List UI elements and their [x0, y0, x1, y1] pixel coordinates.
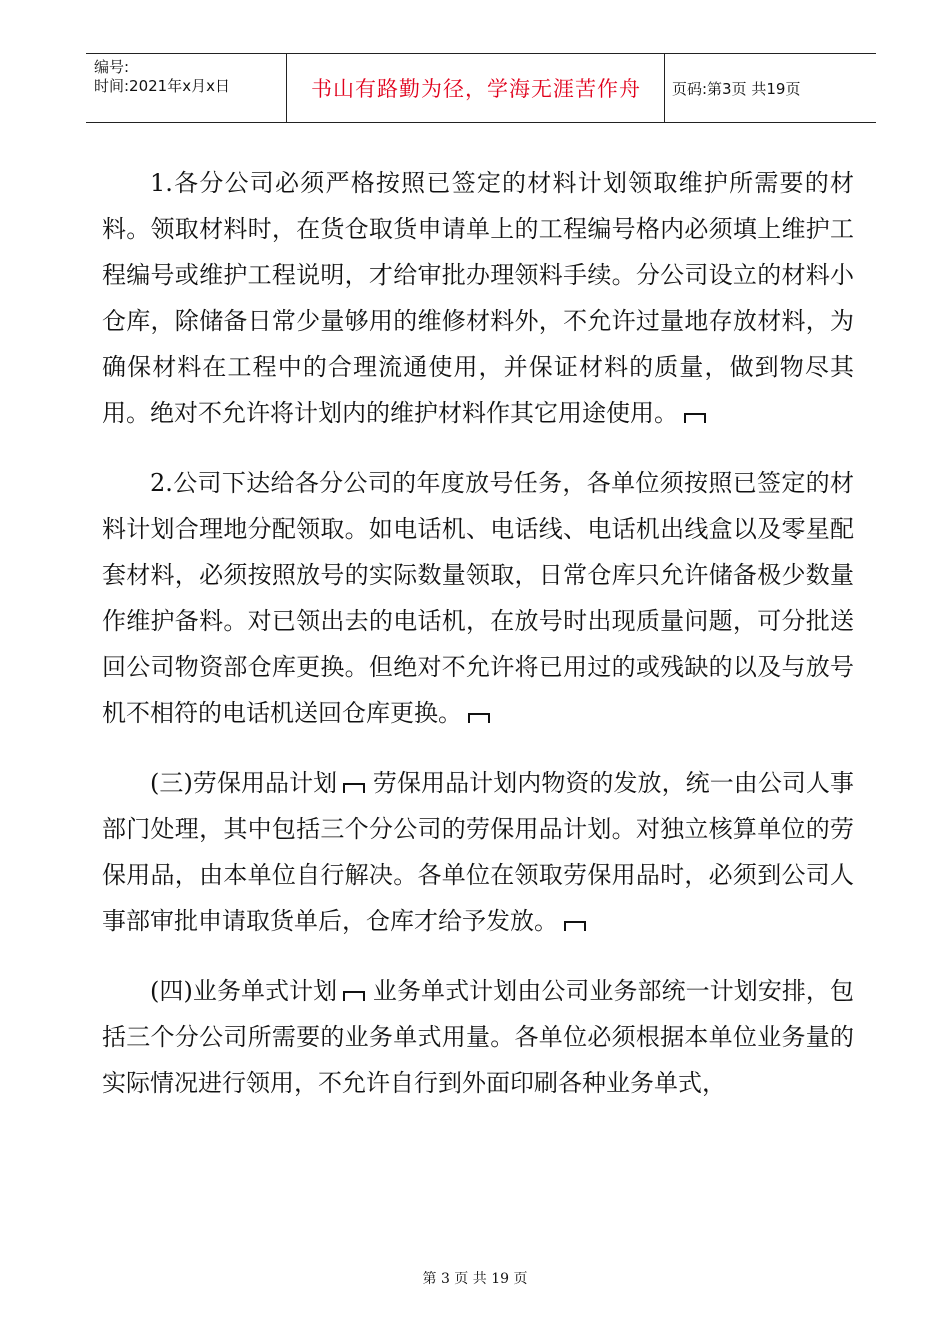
section-3-heading: (三)劳保用品计划	[150, 769, 338, 797]
paragraph-end-mark-icon	[564, 921, 586, 931]
section-4-heading: (四)业务单式计划	[150, 977, 338, 1005]
header-meta	[94, 58, 284, 96]
header-motto: 书山有路勤为径，学海无涯苦作舟	[311, 77, 641, 101]
section-3-body: 劳保用品计划内物资的发放，统一由公司人事部门处理，其中包括三个分公司的劳保用品计划。对独立核算单位的劳保用品，由本单位自行解决。各单位在领取劳保用品时，必须到公司人事部审批申请取货单后，仓库才给予发放。	[102, 769, 854, 935]
paragraph-item-2	[102, 460, 854, 736]
paragraph-text: 2.公司下达给各分公司的年度放号任务，各单位须按照已签定的材料计划合理地分配领取。如电话机、电话线、电话机出线盒以及零星配套材料，必须按照放号的实际数量领取，日常仓库只允许储备极少数量作维护备料。对已领出去的电话机，在放号时出现质量问题，可分批送回公司物资部仓库更换。但绝对不允许将已用过的或残缺的以及与放号机不相符的电话机送回仓库更换。	[102, 469, 854, 727]
paragraph-end-mark-icon	[684, 413, 706, 423]
section-3-paragraph	[102, 760, 854, 944]
document-time-label: 时间:2021年x月x日	[94, 77, 230, 95]
header-divider-right	[664, 54, 665, 122]
page-header	[86, 53, 876, 123]
header-page-info: 页码:第3页 共19页	[672, 79, 801, 98]
paragraph-text: 1.各分公司必须严格按照已签定的材料计划领取维护所需要的材料。领取材料时，在货仓取货申请单上的工程编号格内必须填上维护工程编号或维护工程说明，才给审批办理领料手续。分公司设立的材料小仓库，除储备日常少量够用的维修材料外，不允许过量地存放材料，为确保材料在工程中的合理流通使用，并保证材料的质量，做到物尽其用。绝对不允许将计划内的维护材料作其它用途使用。	[102, 169, 854, 427]
section-4-paragraph	[102, 968, 854, 1106]
document-number-label: 编号:	[94, 58, 130, 76]
document-body	[102, 160, 854, 1130]
paragraph-item-1	[102, 160, 854, 436]
paragraph-end-mark-icon	[343, 783, 365, 793]
paragraph-end-mark-icon	[468, 713, 490, 723]
section-4-body: 业务单式计划由公司业务部统一计划安排，包括三个分公司所需要的业务单式用量。各单位必须根据本单位业务量的实际情况进行领用，不允许自行到外面印刷各种业务单式，	[102, 977, 854, 1097]
page-footer: 第 3 页 共 19 页	[422, 1271, 528, 1287]
paragraph-end-mark-icon	[343, 991, 365, 1001]
